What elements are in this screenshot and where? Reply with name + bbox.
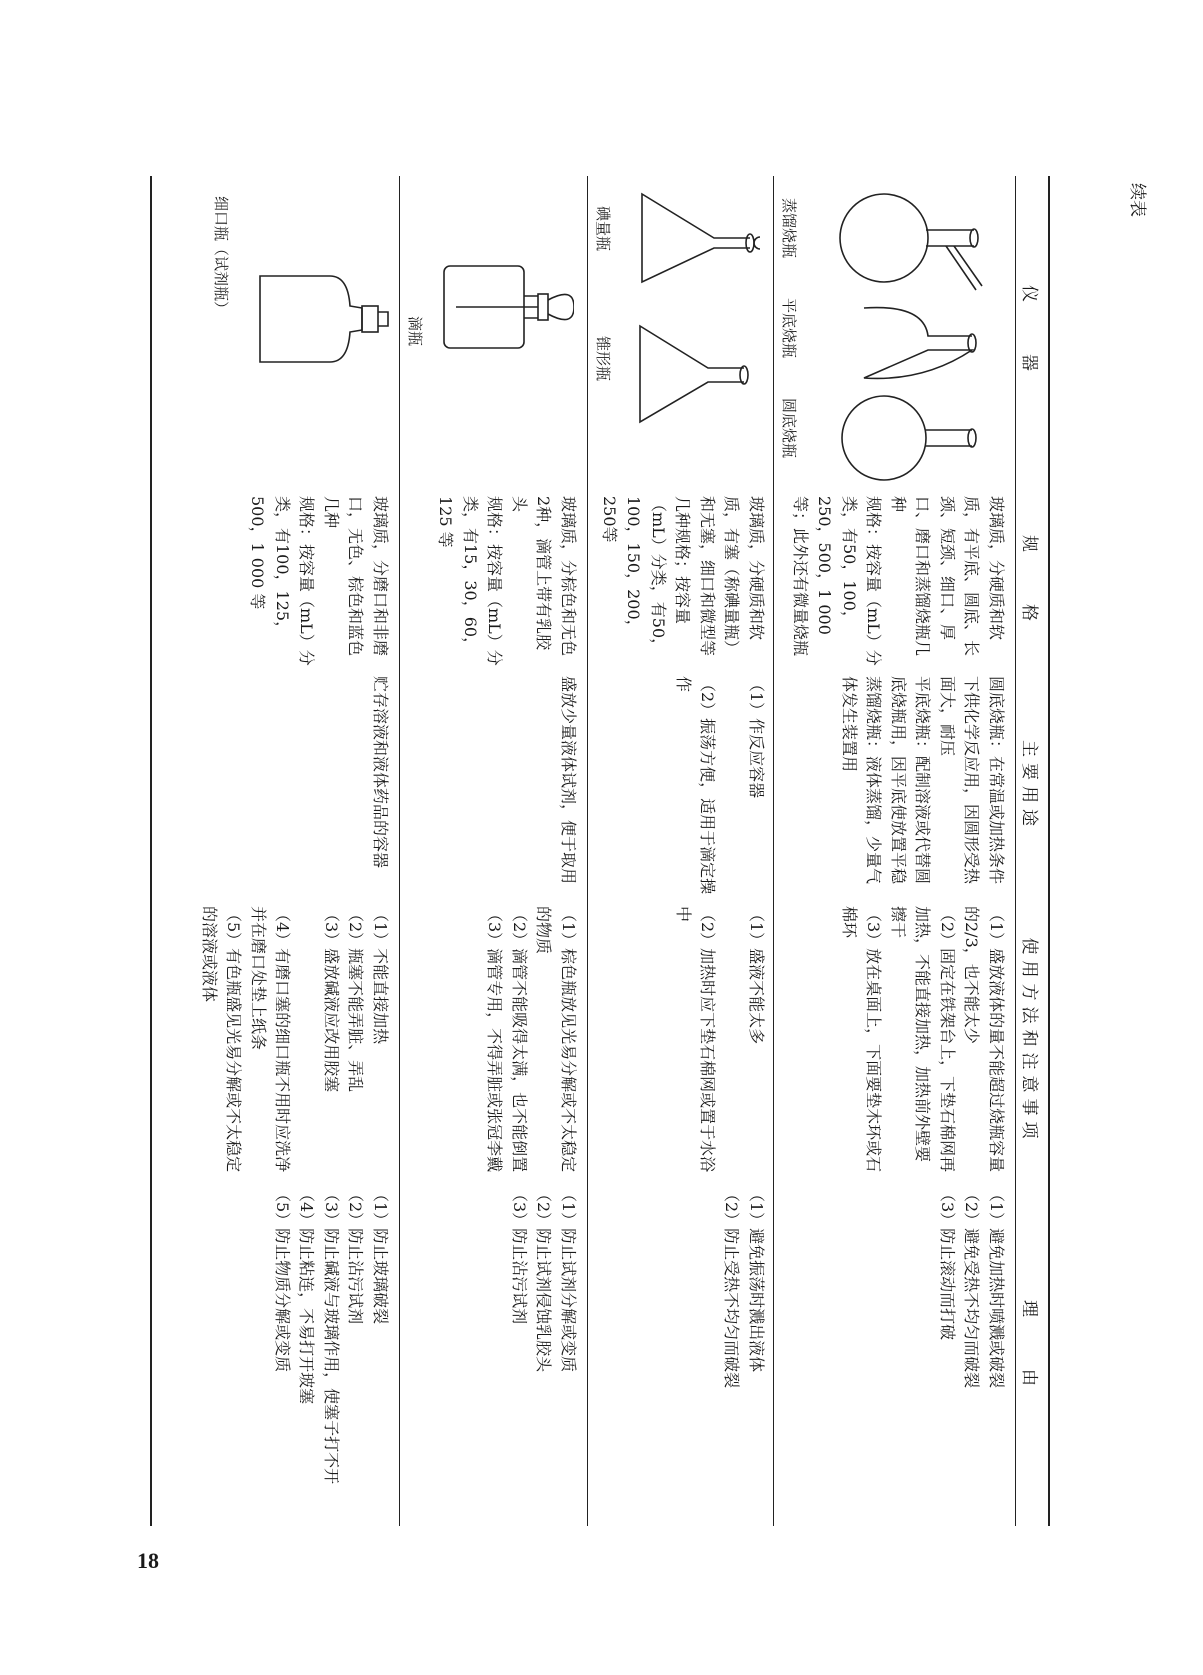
table-top-rule [1048,176,1050,1526]
text-line: （2）振荡方便，适用于滴定操作 [674,676,718,895]
reagent-bottle-illustration [250,236,390,436]
row1-spec [788,496,1009,666]
text-line: （1）不能直接加热 [371,906,390,1045]
text-line: （1）作反应容器 [747,676,766,799]
row2-notes [671,906,769,1176]
text-line: （3）放在桌面上，下面要垫木环或石棉环 [840,906,884,1173]
row-separator [773,176,774,1526]
text-line: 规格：按容量（mL）分类，有15，30，60，125 等 [436,496,505,666]
row1-notes [837,906,1009,1176]
text-line: （3）盛放碱液应改用胶塞 [322,906,341,1093]
text-line: （2）防止沾污试剂 [346,1186,366,1325]
row4-use [368,676,393,896]
header-use: 主要用途 [1019,740,1039,832]
caption-round-bottom-flask: 圆底烧瓶 [780,398,798,459]
header-reason: 理 由 [1019,1300,1039,1392]
text-line: 蒸馏烧瓶：液体蒸馏，少量气体发生装置用 [840,676,884,885]
caption-conical-flask: 锥形瓶 [594,336,612,382]
text-line: 圆底烧瓶：在常温或加热条件下供化学反应用，因圆形受热面大，耐压 [938,676,1006,885]
text-line: （1）避免加热时喷溅或破裂 [987,1186,1006,1389]
row4-reason [270,1186,393,1506]
text-line: 玻璃质，分棕色和无色2种，滴管上带有乳胶头 [510,496,578,657]
text-line: （2）防止试剂侵蚀乳胶头 [534,1186,554,1373]
text-line: 玻璃质，分硬质和软质，有平底、圆底、长颈、短颈、细口、厚口、磨口和蒸馏烧瓶几种 [889,496,1006,657]
text-line: （3）防止碱液与玻璃作用，使塞子打不开 [322,1186,341,1485]
page-number: 18 [137,1548,159,1573]
text-line: （4）有磨口塞的细口瓶不用时应洗净并在磨口处垫上纸条 [249,906,293,1173]
header-instrument: 仪 器 [1019,285,1039,377]
text-line: （1）防止试剂分解或变质 [559,1186,578,1373]
text-line: （5）有色瓶盛见光易分解或不太稳定的溶液或液体 [200,906,244,1173]
text-line: （3）防止滚动而打破 [938,1186,957,1341]
text-line: （2）固定在铁架台上，下垫石棉网再加热，不能直接加热，加热前外壁要擦干 [889,906,957,1173]
row3-reason [507,1186,581,1506]
text-line: （5）防止物质分解或变质 [273,1186,292,1373]
caption-reagent-bottle: 细口瓶（试剂瓶） [212,196,230,317]
text-line: （2）避免受热不均匀而破裂 [962,1186,982,1389]
caption-distillation-flask: 蒸馏烧瓶 [780,198,798,259]
caption-iodine-flask: 碘量瓶 [594,206,612,252]
row2-use [671,676,769,896]
text-line: （4）防止粘连，不易打开玻塞 [297,1186,317,1405]
row3-spec [433,496,580,666]
continued-label: 续表 [1127,183,1147,217]
table-bottom-rule [150,176,152,1526]
row1-reason [935,1186,1009,1506]
text-line: 玻璃质，分硬质和软质，有塞（称碘量瓶）和无塞，细口和微型等几种规格；按容量（mL）分类，有50，100，150，200，250等 [600,496,766,657]
text-line: 贮存溶液和液体药品的容器 [371,676,390,869]
text-line: （1）避免振荡时溅出液体 [747,1186,766,1373]
text-line: 盛放少量液体试剂，便于取用 [559,676,578,885]
caption-flat-bottom-flask: 平底烧瓶 [780,298,798,359]
text-line: （2）防止受热不均匀而破裂 [722,1186,742,1389]
row3-notes [482,906,580,1176]
row2-spec [597,496,769,666]
row-separator [587,176,588,1526]
dropper-bottle-illustration [434,216,574,416]
flask-illustrations-row1 [804,186,1004,486]
header-rule [1015,176,1016,1526]
row2-reason [719,1186,768,1506]
text-line: （1）盛液不能太多 [747,906,766,1045]
text-line: 玻璃质，分磨口和非磨口，无色、棕色和蓝色几种 [322,496,390,657]
text-line: （1）防止玻璃破裂 [371,1186,390,1325]
text-line: （2）滴管不能吸得太满，也不能倒置 [510,906,529,1173]
text-line: （2）瓶塞不能弄脏、弄乱 [346,906,366,1093]
text-line: （3）防止沾污试剂 [510,1186,529,1325]
row4-spec [245,496,392,666]
row3-use [556,676,581,896]
caption-dropper-bottle: 滴瓶 [406,316,424,347]
text-line: （1）棕色瓶放见光易分解或不太稳定的物质 [534,906,578,1173]
row4-notes [197,906,393,1176]
row1-use [837,676,1009,896]
header-notes: 使用方法和注意事项 [1019,937,1039,1145]
header-spec: 规 格 [1019,535,1039,627]
text-line: 规格：按容量（mL）分类，有50，100，250，500，1 000 等；此外还有微量烧瓶 [791,496,884,666]
text-line: 平底烧瓶：配制溶液或代替圆底烧瓶用，因平底使放置平稳 [889,676,933,885]
conical-flask-illustrations [620,186,760,486]
rotated-table [150,176,1050,1526]
row-separator [399,176,400,1526]
text-line: 规格：按容量（mL）分类，有100，125，500，1 000 等 [248,496,317,666]
text-line: （3）滴管专用，不得弄脏或张冠李戴 [485,906,505,1173]
text-line: （2）加热时应下垫石棉网或置于水浴中 [674,906,718,1173]
text-line: （1）盛放液体的量不能超过烧瓶容量的2/3，也不能太少 [962,906,1006,1173]
